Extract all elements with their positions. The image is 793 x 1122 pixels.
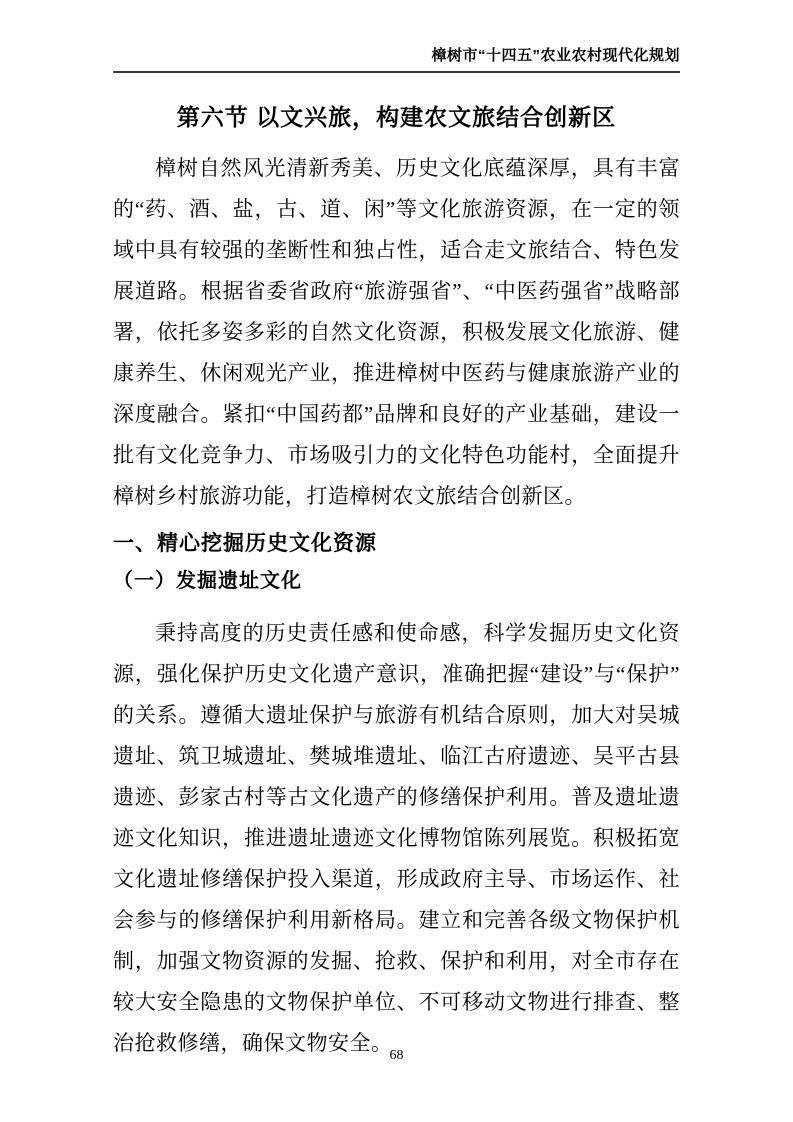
heading-level-2: （一）发掘遗址文化 <box>113 570 302 592</box>
page-content <box>113 103 680 1064</box>
body-paragraph: 秉持高度的历史责任感和使命感，科学发掘历史文化资源，强化保护历史文化遗产意识，准确把握“建设”与“保护”的关系。遵循大遗址保护与旅游有机结合原则，加大对吴城遗址、筑卫城遗址、樊城堆遗址、临江古府遗迹、吴平古县遗迹、彭家古村等古文化遗产的修缮保护利用。普及遗址遗迹文化知识，推进遗址遗迹文化博物馆陈列展览。积极拓宽文化遗址修缮保护投入渠道，形成政府主导、市场运作、社会参与的修缮保护利用新格局。建立和完善各级文物保护机制，加强文物资源的发掘、抢救、保护和利用，对全市存在较大安全隐患的文物保护单位、不可移动文物进行排查、整治抢救修缮，确保文物安全。 <box>113 621 680 1055</box>
heading-level-1: 一、精心挖掘历史文化资源 <box>113 531 377 555</box>
page-footer <box>0 1048 793 1064</box>
header-title: 樟树市“十四五”农业农村现代化规划 <box>431 47 680 64</box>
page-number: 68 <box>389 1048 404 1063</box>
intro-paragraph: 樟树自然风光清新秀美、历史文化底蕴深厚，具有丰富的“药、酒、盐，古、道、闲”等文化旅游资源，在一定的领域中具有较强的垄断性和独占性，适合走文旅结合、特色发展道路。根据省委省政府“旅游强省”、“中医药强省”战略部署，依托多姿多彩的自然文化资源，积极发展文化旅游、健康养生、休闲观光产业，推进樟树中医药与健康旅游产业的深度融合。紧扣“中国药都”品牌和良好的产业基础，建设一批有文化竞争力、市场吸引力的文化特色功能村，全面提升樟树乡村旅游功能，打造樟树农文旅结合创新区。 <box>113 156 680 508</box>
section-title: 第六节 以文兴旅，构建农文旅结合创新区 <box>176 104 617 130</box>
page-header <box>113 0 680 73</box>
